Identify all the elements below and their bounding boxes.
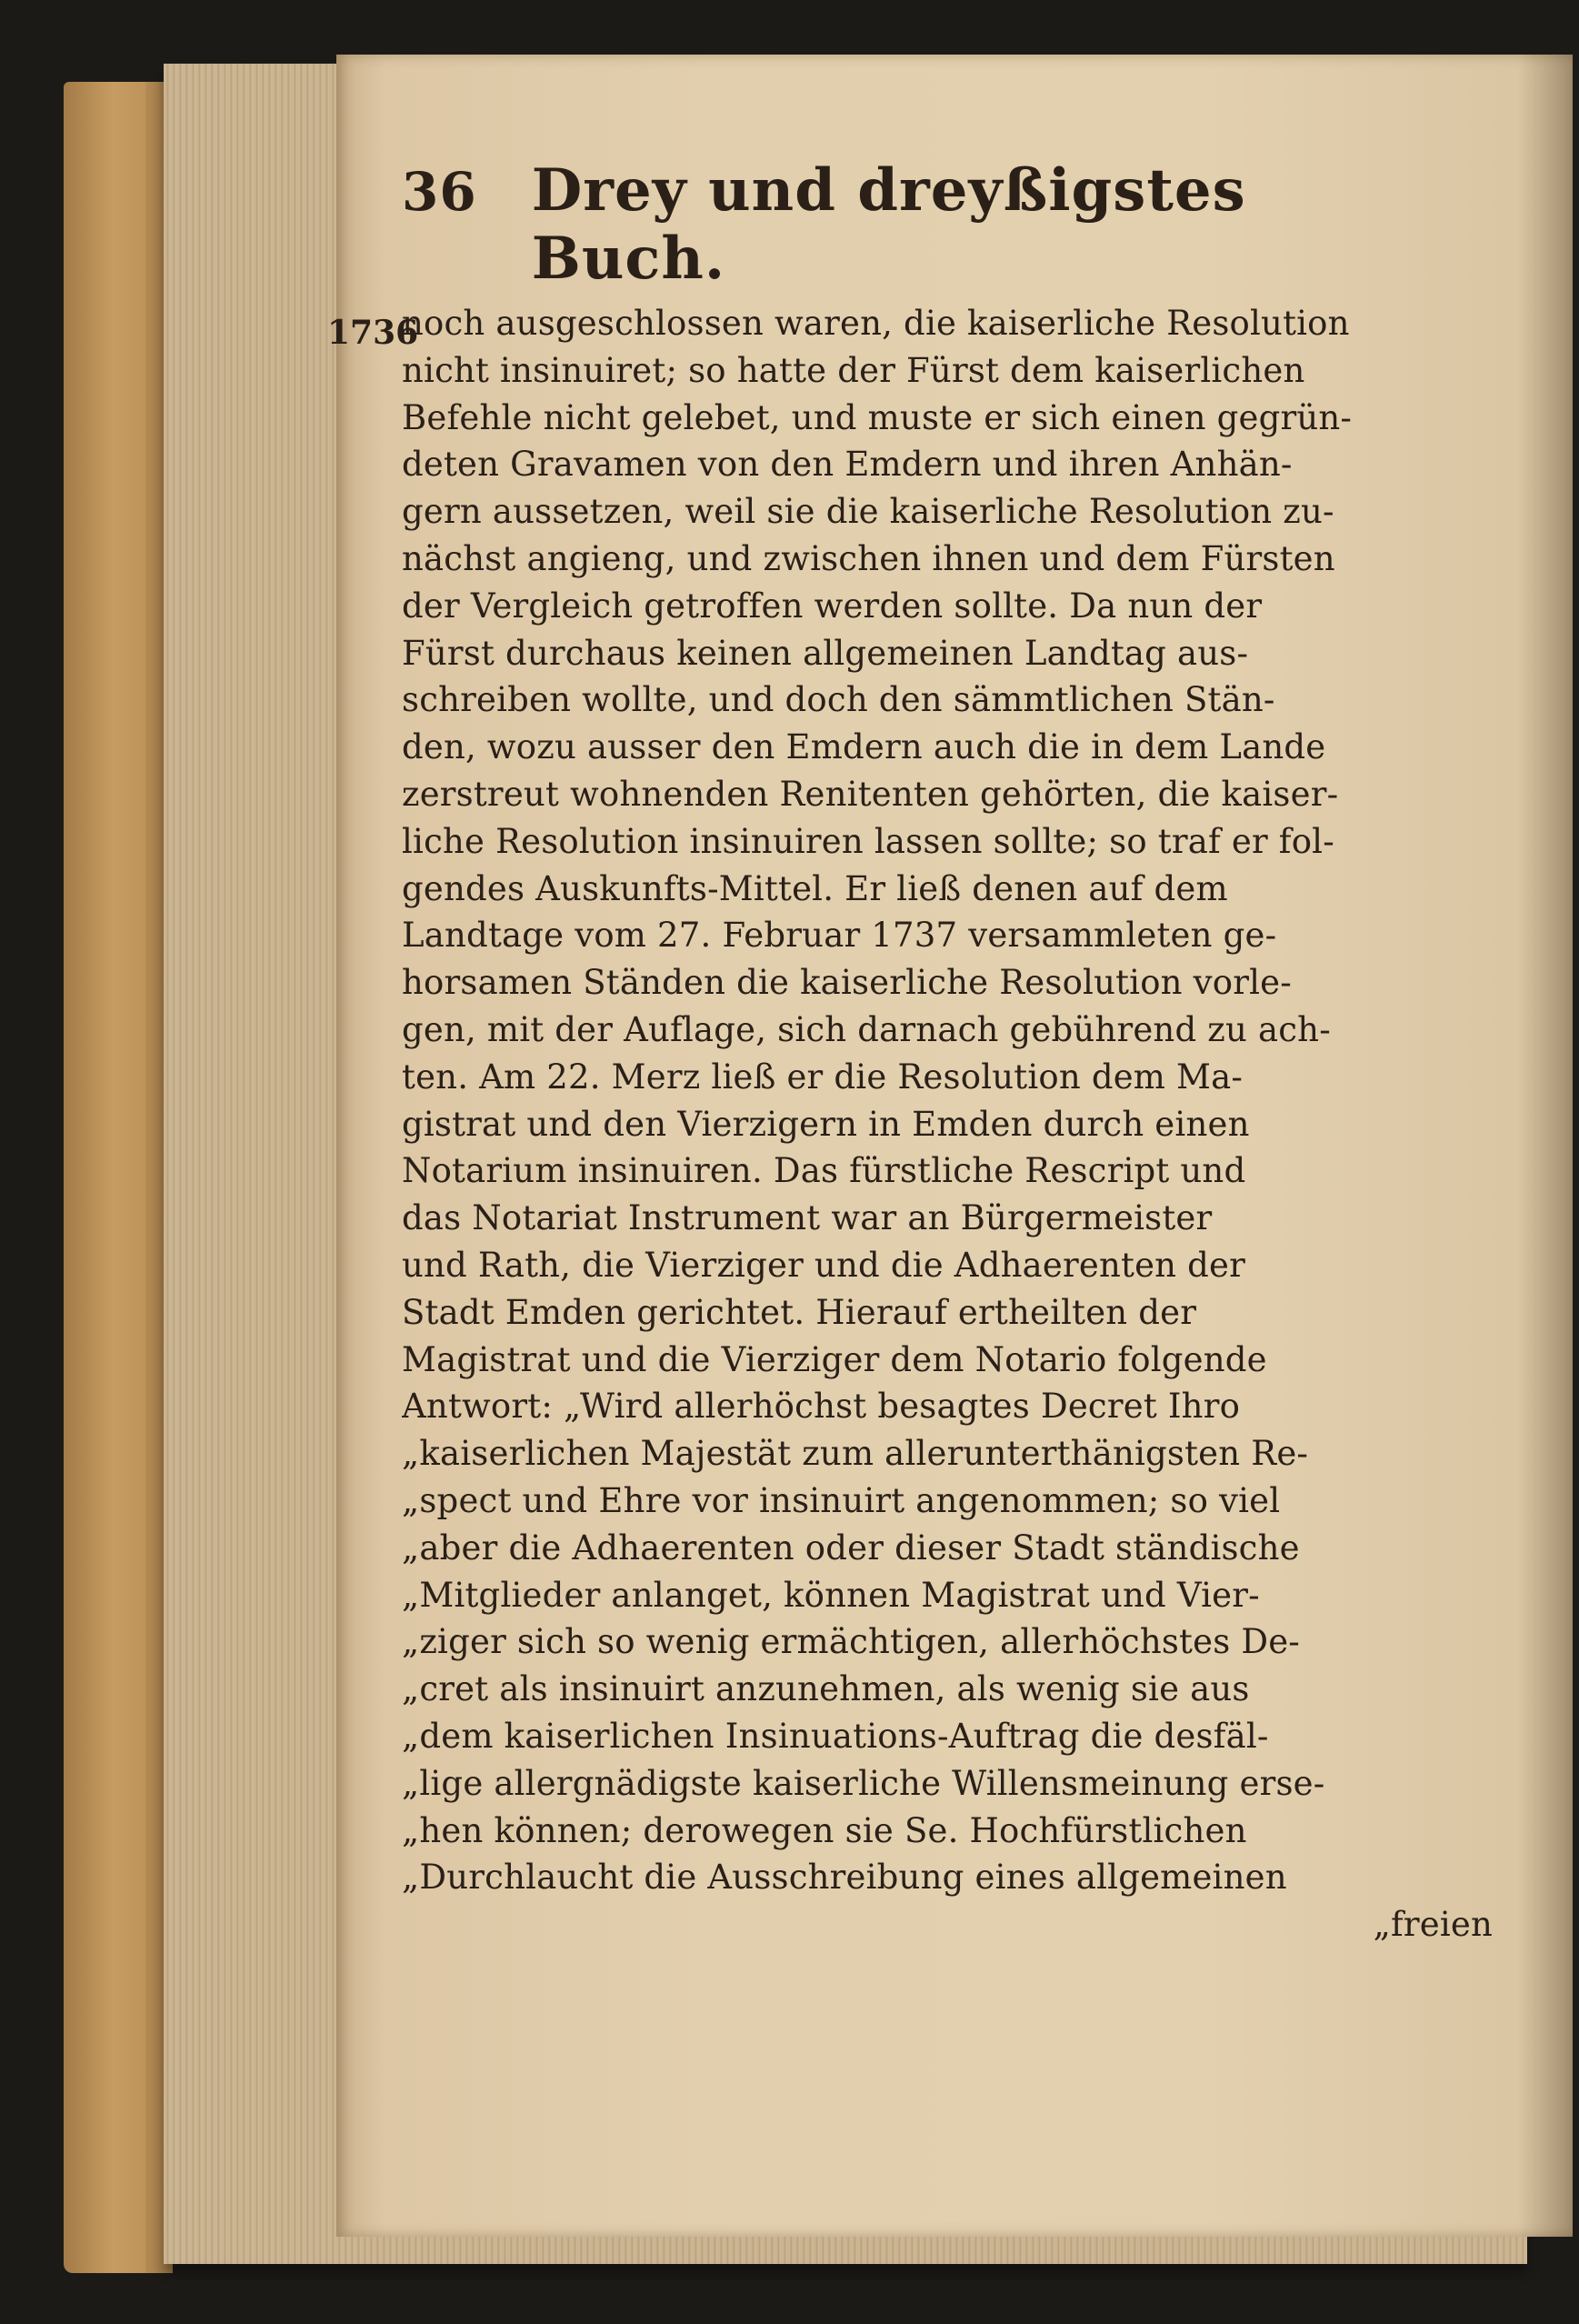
text-line: Landtage vom 27. Februar 1737 versammleten ge- [402,916,1277,956]
body-text [402,300,1493,1948]
text-line: „aber die Adhaerenten oder dieser Stadt ständische [402,1528,1300,1568]
text-line: „kaiserlichen Majestät zum allerunterthänigsten Re- [402,1434,1309,1474]
text-line: noch ausgeschlossen waren, die kaiserliche Resolution [402,304,1350,343]
text-line: Antwort: „Wird allerhöchst besagtes Decret Ihro [402,1387,1241,1427]
text-line: nächst angieng, und zwischen ihnen und dem Fürsten [402,538,1335,578]
text-line: deten Gravamen von den Emdern und ihren Anhän- [402,445,1293,485]
text-line: und Rath, die Vierziger und die Adhaerenten der [402,1245,1246,1285]
text-line: „Mitglieder anlanget, können Magistrat und Vier- [402,1575,1260,1615]
text-line: Notarium insinuiren. Das fürstliche Rescript und [402,1151,1246,1191]
text-line: Fürst durchaus keinen allgemeinen Landtag aus- [402,633,1249,673]
page-gutter-shadow [1518,55,1573,2237]
text-line: horsamen Ständen die kaiserliche Resolution vorle- [402,963,1292,1003]
book-cover-edge [64,82,173,2273]
text-line: „dem kaiserlichen Insinuations-Auftrag die desfäl- [402,1716,1269,1756]
text-line: nicht insinuiret; so hatte der Fürst dem kaiserlichen [402,350,1305,390]
margin-year: 1736 [327,314,419,352]
text-line: Befehle nicht gelebet, und muste er sich einen gegrün- [402,397,1353,437]
text-line: der Vergleich getroffen werden sollte. Da nun der [402,586,1263,626]
text-line: Magistrat und die Vierziger dem Notario folgende [402,1339,1267,1379]
text-line: gen, mit der Auflage, sich darnach gebührend zu ach- [402,1009,1331,1049]
catchword: „freien [1373,1905,1493,1945]
text-line: gendes Auskunfts-Mittel. Er ließ denen auf dem [402,868,1228,908]
text-line: „Durchlaucht die Ausschreibung eines allgemeinen [402,1858,1287,1898]
text-line: „lige allergnädigste kaiserliche Willensmeinung erse- [402,1763,1325,1803]
text-line: „hen können; derowegen sie Se. Hochfürstlichen [402,1810,1247,1850]
text-line: Stadt Emden gerichtet. Hierauf ertheilten der [402,1292,1197,1332]
text-line: gistrat und den Vierzigern in Emden durch einen [402,1104,1250,1144]
page-number: 36 [402,161,477,223]
text-line: den, wozu ausser den Emdern auch die in dem Lande [402,727,1326,767]
page-header [402,156,1402,293]
text-line: das Notariat Instrument war an Bürgermeister [402,1198,1213,1238]
text-line: schreiben wollte, und doch den sämmtlichen Stän- [402,680,1275,720]
text-line: liche Resolution insinuiren lassen sollte; so traf er fol- [402,821,1334,861]
text-line: „ziger sich so wenig ermächtigen, allerhöchstes De- [402,1622,1301,1662]
text-line: „spect und Ehre vor insinuirt angenommen; so viel [402,1480,1281,1520]
text-line: zerstreut wohnenden Renitenten gehörten, die kaiser- [402,774,1339,814]
text-line: gern aussetzen, weil sie die kaiserliche Resolution zu- [402,492,1334,532]
running-title: Drey und dreyßigstes Buch. [531,156,1246,293]
text-line: „cret als insinuirt anzunehmen, als wenig sie aus [402,1669,1250,1709]
text-line: ten. Am 22. Merz ließ er die Resolution dem Ma- [402,1057,1244,1097]
